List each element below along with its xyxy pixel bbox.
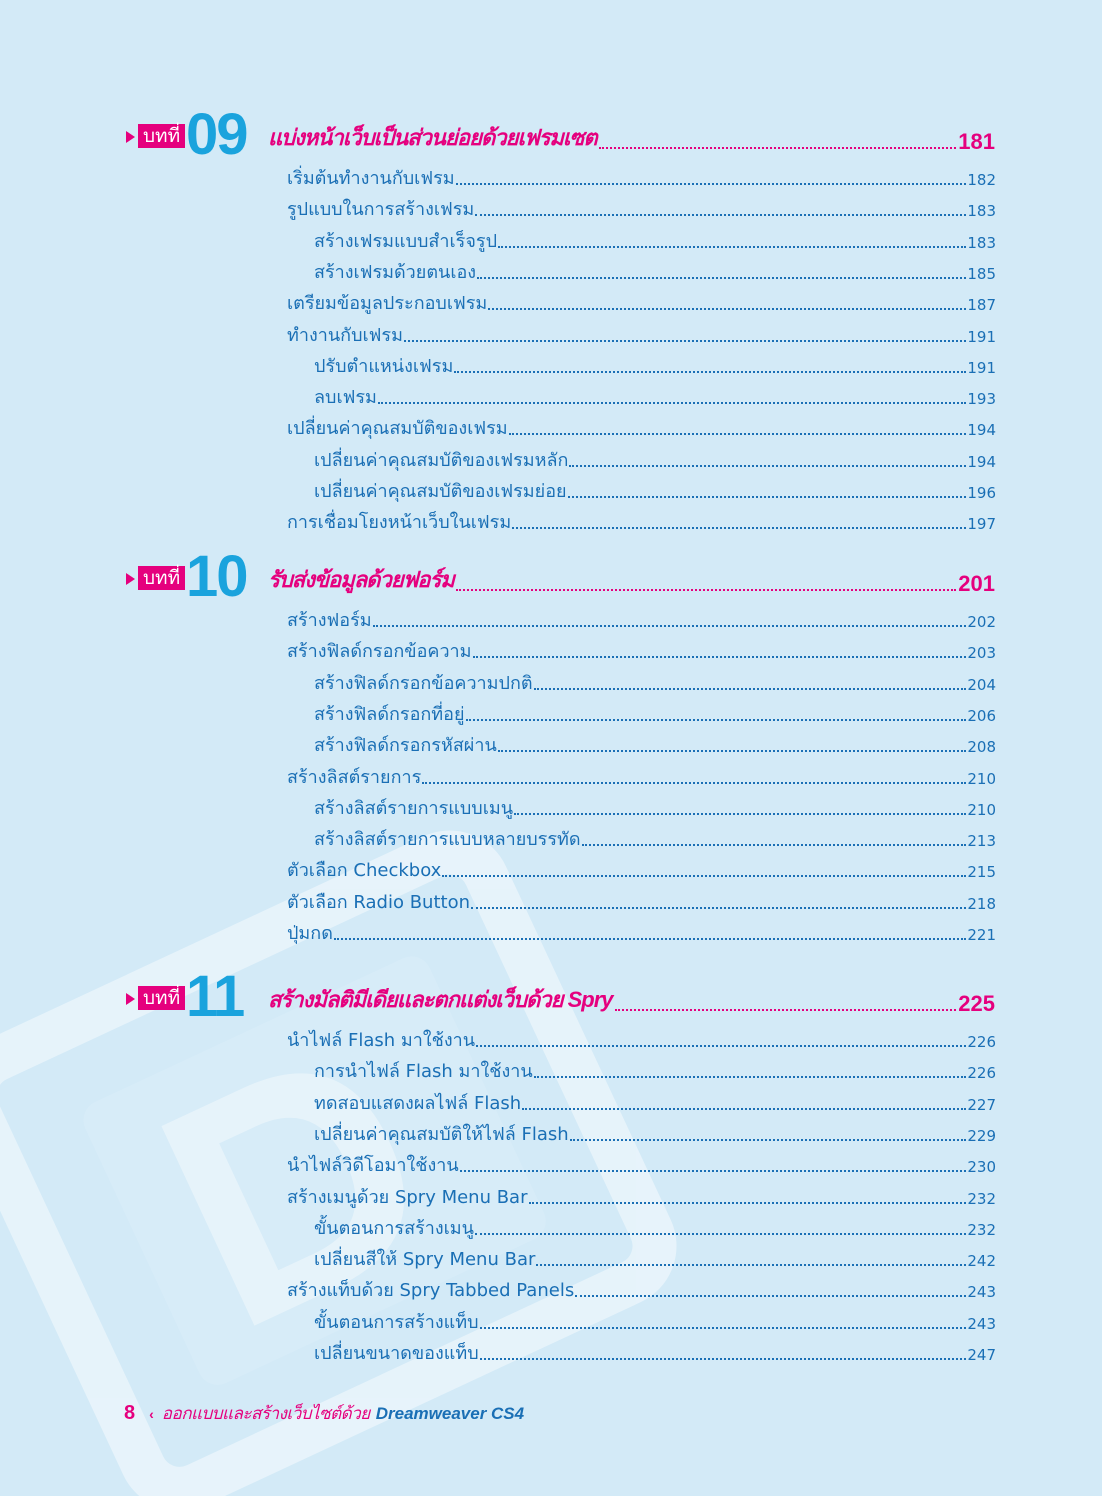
chapter-label: บทที่ <box>138 566 185 590</box>
toc-entry-title: สร้างฟิลด์กรอกข้อความปกติ <box>314 672 533 694</box>
dot-leader <box>422 782 966 784</box>
toc-entry-page: 202 <box>967 613 996 631</box>
arrow-right-icon <box>126 131 135 143</box>
dot-leader <box>480 1358 967 1360</box>
toc-entry-title: สร้างลิสต์รายการแบบหลายบรรทัด <box>314 829 581 851</box>
chapter-heading[interactable] <box>0 964 1102 1030</box>
toc-entry[interactable] <box>287 1185 996 1211</box>
toc-entry-title: ลบเฟรม <box>314 387 377 409</box>
toc-entry-page: 183 <box>967 202 996 221</box>
footer-page-number: 8 <box>124 1402 136 1424</box>
toc-entry-page: 208 <box>967 738 996 757</box>
toc-entry-page: 210 <box>967 769 996 788</box>
toc-entry-title: เปลี่ยนขนาดของแท็บ <box>314 1343 479 1364</box>
toc-entry-title: สร้างฟิลด์กรอกข้อความ <box>287 641 472 663</box>
dot-leader <box>569 465 966 467</box>
toc-subentry[interactable] <box>314 1059 996 1085</box>
dot-leader <box>475 214 966 216</box>
toc-entry-page: 218 <box>967 894 996 913</box>
toc-entry[interactable] <box>287 416 996 442</box>
toc-entry-page: 194 <box>967 421 996 440</box>
arrow-right-icon <box>126 573 135 585</box>
toc-entry[interactable] <box>287 890 996 916</box>
toc-entry-title: เปลี่ยนค่าคุณสมบัติของเฟรมหลัก <box>314 449 569 471</box>
toc-entry-title: สร้างฟิลด์กรอกที่อยู่ <box>314 703 465 725</box>
toc-entry[interactable] <box>287 197 996 223</box>
dot-leader <box>534 688 967 690</box>
toc-entry-title: ขั้นตอนการสร้างเมนู <box>314 1217 474 1239</box>
dot-leader <box>498 246 966 248</box>
toc-entry-title: ตัวเลือก Checkbox <box>287 860 442 882</box>
dot-leader <box>498 750 967 752</box>
chapter-section <box>0 964 1102 1364</box>
chapter-page-number: 181 <box>958 129 995 154</box>
toc-entry-title: ปรับตำแหน่งเฟรม <box>314 355 454 377</box>
toc-entry-title: ขั้นตอนการสร้างแท็บ <box>314 1311 479 1333</box>
toc-entry[interactable] <box>287 323 996 349</box>
dot-leader <box>512 527 966 529</box>
dot-leader <box>582 844 967 846</box>
dot-leader <box>534 1076 967 1078</box>
chapter-number: 11 <box>186 964 244 1029</box>
chapter-label: บทที่ <box>138 124 185 148</box>
toc-entry-page: 182 <box>967 171 996 189</box>
dot-leader <box>404 340 966 342</box>
toc-subentry[interactable] <box>314 1310 996 1336</box>
toc-entry-page: 230 <box>967 1158 996 1177</box>
chapter-title: สร้างมัลติมีเดียและตกแต่งเว็บด้วย Spry <box>268 987 613 1012</box>
toc-entry-title: สร้างฟอร์ม <box>287 610 372 631</box>
toc-entry-page: 187 <box>967 296 996 315</box>
toc-subentry[interactable] <box>314 1216 996 1242</box>
toc-entry-page: 193 <box>967 390 996 409</box>
dot-leader <box>514 813 966 815</box>
toc-entry[interactable] <box>287 510 996 536</box>
toc-entry-title: นำไฟล์ Flash มาใช้งาน <box>287 1030 476 1051</box>
toc-entry-title: ทำงานกับเฟรม <box>287 324 403 346</box>
toc-entry-page: 194 <box>967 452 996 471</box>
toc-entry-page: 191 <box>967 327 996 346</box>
toc-entry-title: สร้างฟิลด์กรอกรหัสผ่าน <box>314 735 497 757</box>
toc-entry-page: 227 <box>967 1095 996 1114</box>
dot-leader <box>575 1295 966 1297</box>
toc-entry-page: 204 <box>967 675 996 694</box>
dot-leader <box>480 1327 967 1329</box>
footer-product-name: Dreamweaver CS4 <box>375 1403 525 1423</box>
toc-entry[interactable] <box>287 765 996 791</box>
toc-entry-page: 203 <box>967 644 996 663</box>
chapter-label: บทที่ <box>138 986 185 1010</box>
dot-leader <box>334 938 966 940</box>
dot-leader <box>570 1139 967 1141</box>
toc-entry-title: ทดสอบแสดงผลไฟล์ Flash <box>314 1092 522 1114</box>
chapter-section <box>0 102 1102 534</box>
chapter-title-row <box>268 562 995 597</box>
toc-subentry[interactable] <box>314 229 996 255</box>
chapter-title-row <box>268 120 995 155</box>
dot-leader <box>615 1009 957 1011</box>
toc-entry-page: 243 <box>967 1283 996 1302</box>
toc-entry-page: 229 <box>967 1126 996 1145</box>
toc-entry-title: เริ่มต้นทำงานกับเฟรม <box>287 168 455 189</box>
chapter-page-number: 225 <box>958 991 995 1016</box>
chapter-title-row <box>268 982 995 1017</box>
toc-entry-page: 213 <box>967 832 996 851</box>
dot-leader <box>471 907 966 909</box>
toc-subentry[interactable] <box>314 702 996 728</box>
toc-entry-page: 247 <box>967 1346 996 1364</box>
dot-leader <box>522 1108 966 1110</box>
dot-leader <box>466 719 967 721</box>
page-footer <box>124 1400 524 1427</box>
toc-subentry[interactable] <box>314 448 996 474</box>
footer-book-title: ออกแบบและสร้างเว็บไซต์ด้วย <box>161 1404 370 1423</box>
toc-entry[interactable] <box>287 858 996 884</box>
toc-entry[interactable] <box>287 1278 996 1304</box>
toc-entry-page: 226 <box>967 1064 996 1083</box>
dot-leader <box>488 308 966 310</box>
toc-entry-title: เปลี่ยนค่าคุณสมบัติให้ไฟล์ Flash <box>314 1123 569 1145</box>
chapter-page-number: 201 <box>958 571 995 596</box>
chapter-heading[interactable] <box>0 102 1102 168</box>
toc-entry-page: 210 <box>967 800 996 819</box>
toc-entry-page: 242 <box>967 1252 996 1271</box>
toc-entry-page: 197 <box>967 515 996 534</box>
toc-entry-title: สร้างเมนูด้วย Spry Menu Bar <box>287 1186 528 1208</box>
toc-entry-title: เปลี่ยนสีให้ Spry Menu Bar <box>314 1249 536 1271</box>
toc-entry-page: 215 <box>967 863 996 882</box>
toc-entry-title: สร้างลิสต์รายการแบบเมนู <box>314 797 514 819</box>
toc-subentry[interactable] <box>314 827 996 853</box>
toc-entry[interactable] <box>287 1153 996 1179</box>
dot-leader <box>536 1264 966 1266</box>
toc-entry-page: 185 <box>967 264 996 283</box>
toc-entry-title: เปลี่ยนค่าคุณสมบัติของเฟรมย่อย <box>314 481 567 502</box>
dot-leader <box>475 1233 966 1235</box>
toc-entry-page: 183 <box>967 233 996 252</box>
toc-subentry[interactable] <box>314 260 996 286</box>
chapter-title: รับส่งข้อมูลด้วยฟอร์ม <box>268 567 454 592</box>
toc-entry-page: 243 <box>967 1314 996 1333</box>
toc-entry-title: สร้างเฟรมด้วยตนเอง <box>314 261 477 283</box>
dot-leader <box>456 183 967 185</box>
footer-bullet-icon: ‹ <box>149 1405 154 1422</box>
toc-entry-page: 191 <box>967 358 996 377</box>
toc-subentry[interactable] <box>314 479 996 505</box>
dot-leader <box>373 625 967 627</box>
toc-entry[interactable] <box>287 608 996 634</box>
toc-subentry[interactable] <box>314 671 996 697</box>
chapter-heading[interactable] <box>0 544 1102 610</box>
toc-entry[interactable] <box>287 1028 996 1054</box>
toc-entry-title: ตัวเลือก Radio Button <box>287 891 471 913</box>
toc-subentry[interactable] <box>314 1247 996 1273</box>
toc-entry-title: เตรียมข้อมูลประกอบเฟรม <box>287 293 488 315</box>
dot-leader <box>599 147 957 149</box>
chapter-number: 10 <box>186 544 247 609</box>
toc-entry-title: เปลี่ยนค่าคุณสมบัติของเฟรม <box>287 418 508 440</box>
toc-subentry[interactable] <box>314 733 996 759</box>
toc-entry-title: สร้างเฟรมแบบสำเร็จรูป <box>314 230 497 252</box>
toc-entry[interactable] <box>287 639 996 665</box>
dot-leader <box>568 496 967 498</box>
toc-subentry[interactable] <box>314 796 996 822</box>
toc-subentry[interactable] <box>314 1122 996 1148</box>
dot-leader <box>454 371 966 373</box>
toc-subentry[interactable] <box>314 1341 996 1367</box>
dot-leader <box>442 875 966 877</box>
toc-entry[interactable] <box>287 291 996 317</box>
toc-entry-title: รูปแบบในการสร้างเฟรม <box>287 199 475 221</box>
chapter-number: 09 <box>186 102 247 167</box>
dot-leader <box>529 1202 967 1204</box>
dot-leader <box>477 277 966 279</box>
toc-entry-title: สร้างแท็บด้วย Spry Tabbed Panels <box>287 1280 575 1302</box>
toc-entry-page: 232 <box>967 1189 996 1208</box>
arrow-right-icon <box>126 993 135 1005</box>
chapter-title: แบ่งหน้าเว็บเป็นส่วนย่อยด้วยเฟรมเซต <box>268 125 597 150</box>
toc-entry-title: การเชื่อมโยงหน้าเว็บในเฟรม <box>287 512 512 534</box>
toc-entry-title: การนำไฟล์ Flash มาใช้งาน <box>314 1061 533 1083</box>
toc-entry-page: 221 <box>967 926 996 944</box>
dot-leader <box>476 1045 966 1047</box>
dot-leader <box>456 589 956 591</box>
chapter-section <box>0 544 1102 944</box>
toc-subentry[interactable] <box>314 385 996 411</box>
toc-entry-title: นำไฟล์วิดีโอมาใช้งาน <box>287 1155 459 1177</box>
toc-entry-page: 196 <box>967 484 996 502</box>
toc-entry-page: 206 <box>967 706 996 725</box>
toc-entry-page: 226 <box>967 1033 996 1051</box>
dot-leader <box>473 656 967 658</box>
dot-leader <box>460 1170 967 1172</box>
toc-entry-title: สร้างลิสต์รายการ <box>287 766 422 788</box>
dot-leader <box>509 433 967 435</box>
toc-subentry[interactable] <box>314 354 996 380</box>
dot-leader <box>378 402 966 404</box>
toc-entry-title: ปุ่มกด <box>287 923 333 944</box>
toc-subentry[interactable] <box>314 1091 996 1117</box>
toc-entry[interactable] <box>287 166 996 192</box>
toc-entry[interactable] <box>287 921 996 947</box>
toc-entry-page: 232 <box>967 1220 996 1239</box>
